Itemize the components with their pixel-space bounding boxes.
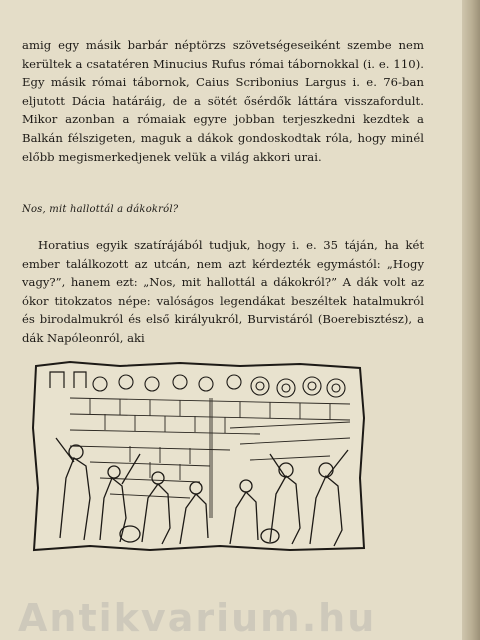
section-heading: Nos, mit hallottál a dákokról?: [22, 204, 179, 215]
paragraph-2: Horatius egyik szatírájából tudjuk, hogy i. e. 35 táján, ha két ember találkozott az utcán, nem azt kérdezték egymástól: „Hogy vagy?”, hanem ezt: „Nos, mit hallottál a dákokról?” A dák volt az ókor titokzatos népe: valóságos legendákat beszéltek hatalmukról és birodalmukról és első királyukról, Burvistáról (Boerebisztész), a dák Napóleonról, aki: [22, 238, 424, 345]
text-paragraph-1: [22, 36, 424, 166]
text-paragraph-2: [22, 236, 424, 348]
relief-illustration: [30, 358, 366, 554]
page-edge: [462, 0, 480, 640]
watermark: Antikvarium.hu: [18, 596, 377, 640]
paragraph-1: amig egy másik barbár néptörzs szövetségeseiként szembe nem kerültek a csatatéren Minucius Rufus római tábornokkal (i. e. 110). Egy másik római tábornok, Caius Scribonius Largus i. e. 76-ban eljutott Dácia határáig, de a sötét ősérdők láttára visszafordult. Mikor azonban a rómaiak egyre jobban terjeszkedni kezdtek a Balkán félszigeten, maguk a dákok gondoskodtak róla, hogy minél előbb megismerkedjenek velük a világ akkori urai.: [22, 38, 424, 164]
